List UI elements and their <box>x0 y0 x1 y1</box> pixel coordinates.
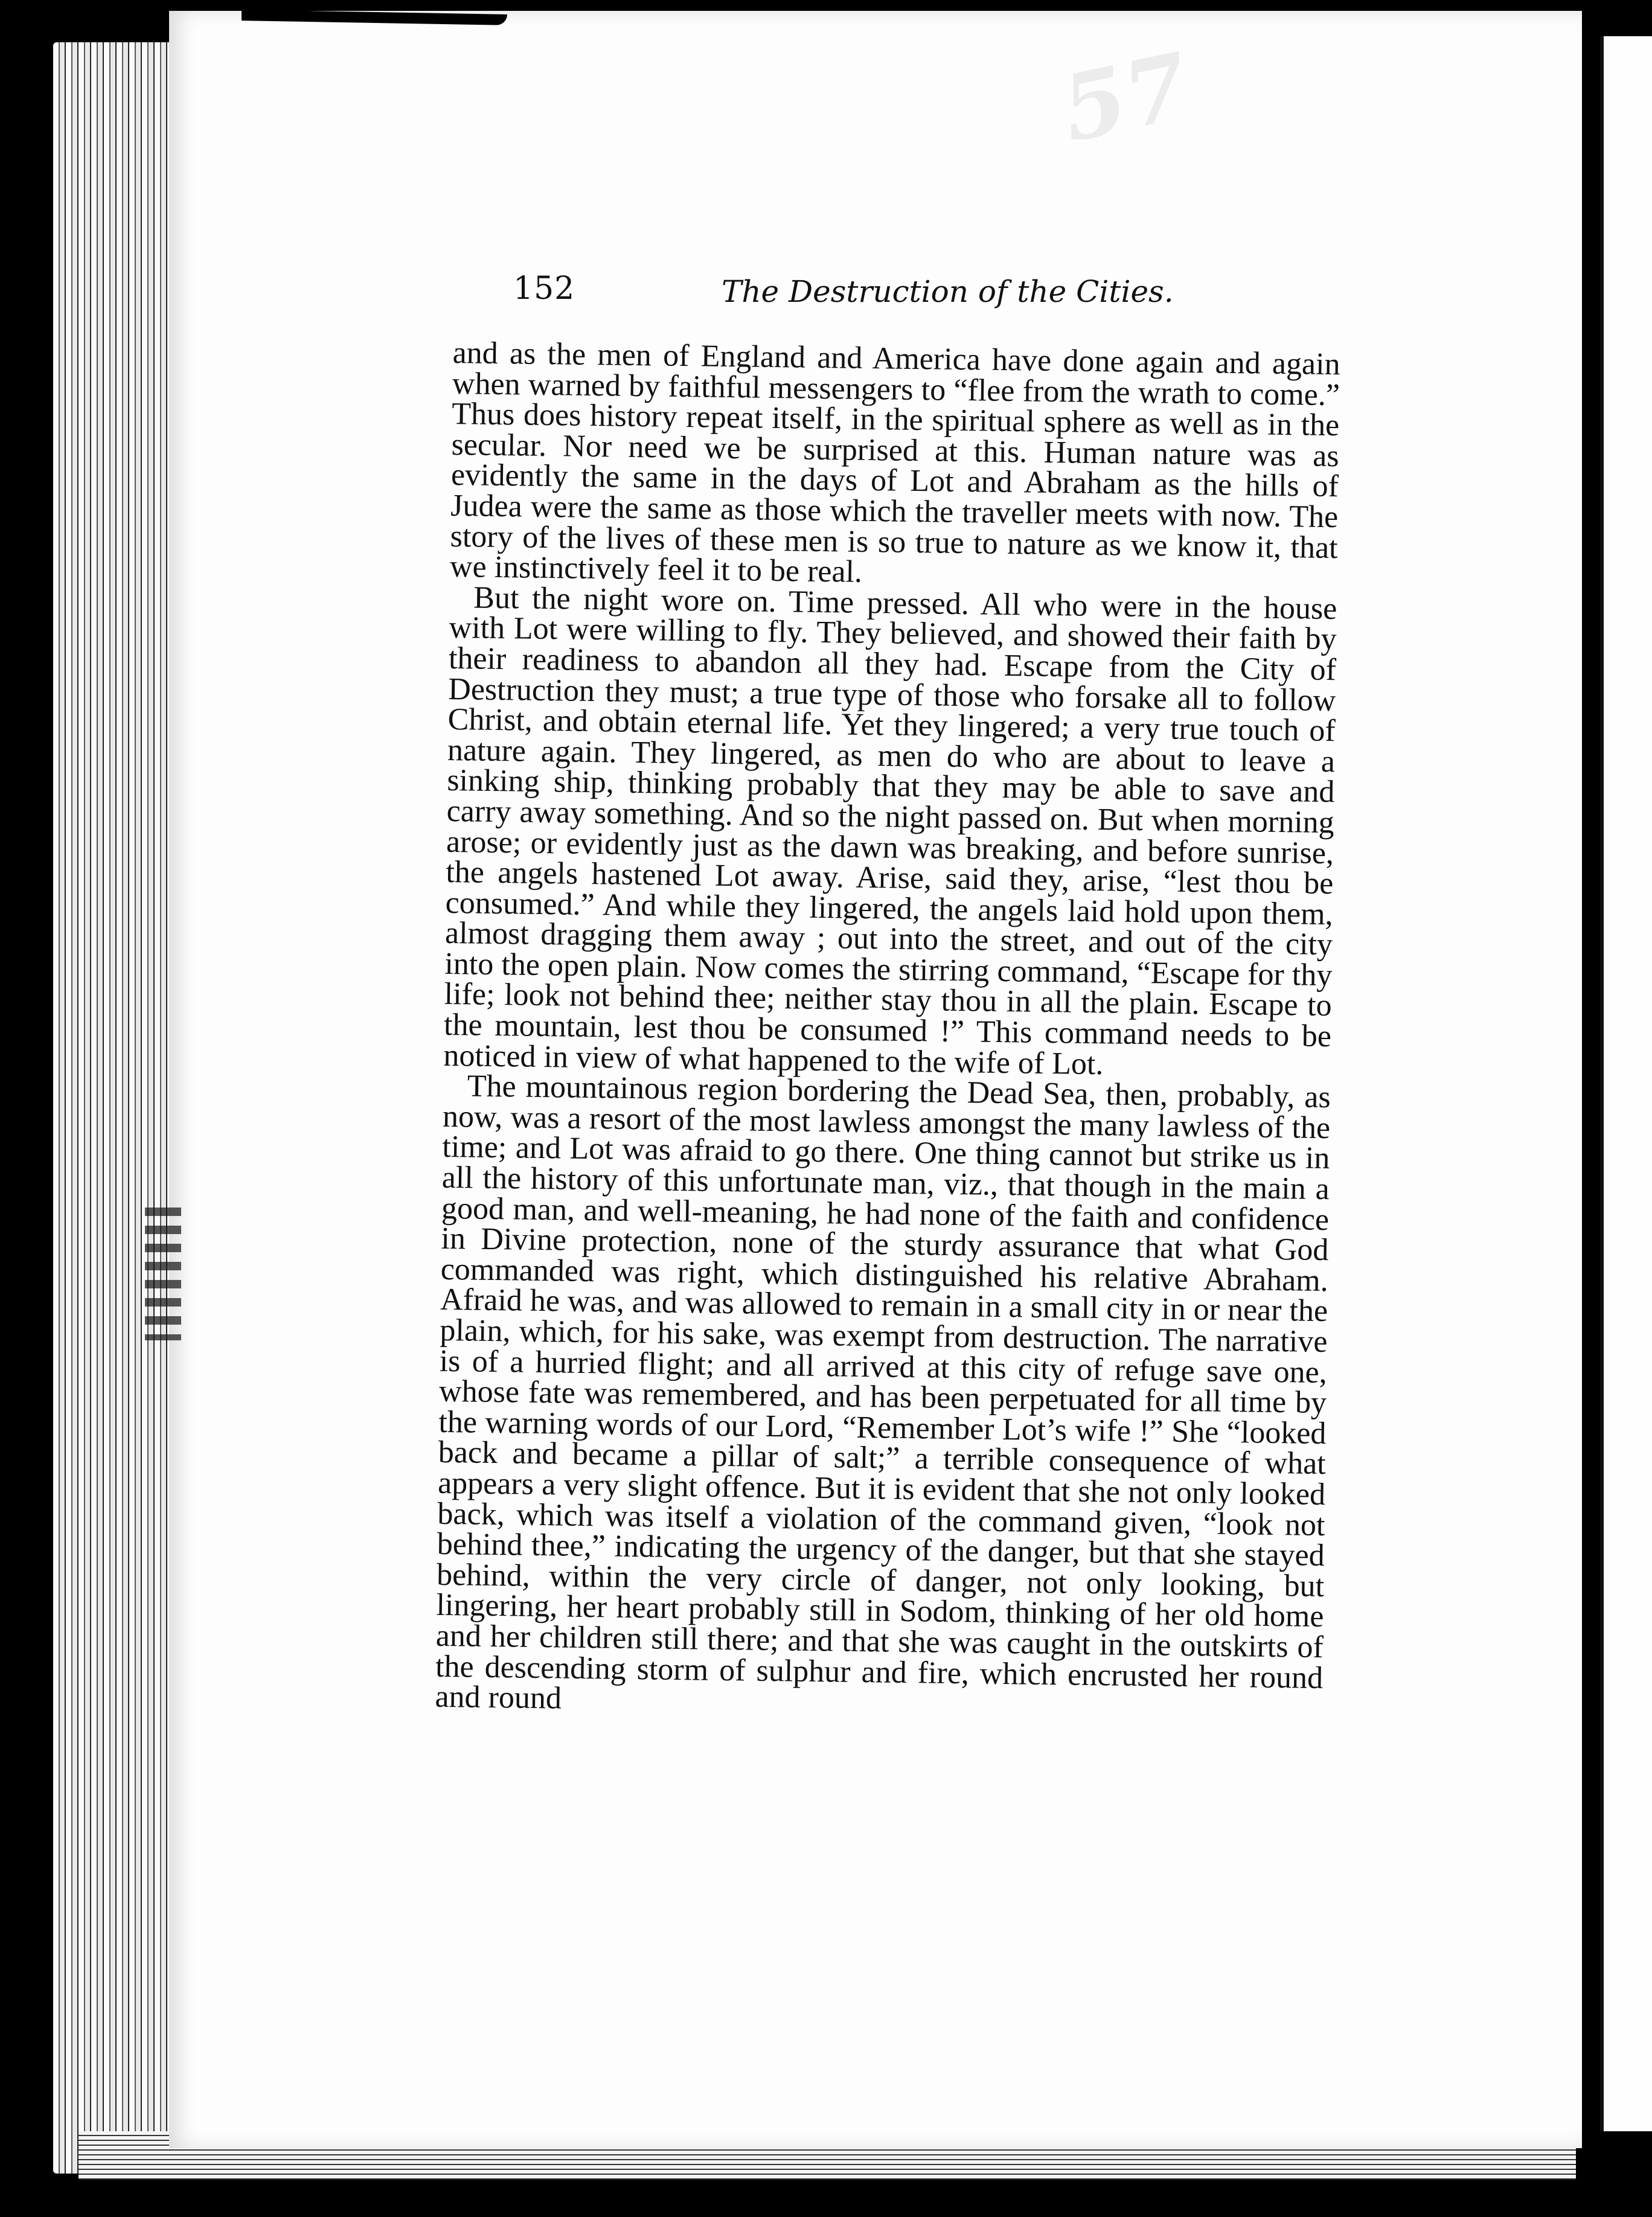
library-stamp: 57 <box>1052 33 1199 163</box>
paragraph: But the night wore on. Time pressed. All who were in the house with Lot were willing to fly. They believed, and showed their faith by their readiness to abandon all they had. Escape from the City of Destruction they must; a true type of those who forsake all to follow Christ, and obtain eternal life. Yet they lingered; a very true touch of nature again. They lingered, as men do who are about to leave a sinking ship, thinking probably that they may be able to save and carry away something. And so the night passed on. But when morning arose; or evidently just as the dawn was breaking, and before sunrise, the angels hastened Lot away. Arise, said they, arise, “lest thou be consumed.” And while they lingered, the angels laid hold upon them, almost dragging them away ; out into the street, and out of the city into the open plain. Now comes the stirring command, “Escape for thy life; look not behind thee; neither stay thou in all the plain. Escape to the mountain, lest thou be consumed !” This command needs to be noticed in view of what happened to the wife of Lot. <box>443 580 1337 1081</box>
paragraph: and as the men of England and America have done again and again when warned by faithful messengers to “flee from the wrath to come.” Thus does history repeat itself, in the spiritual sphere as well as in the secular. Nor need we be surprised at this. Human nature was as evidently the same in the days of Lot and Abraham as the hills of Judea were the same as those which the traveller meets with now. The story of the lives of these men is so true to nature as we know it, that we instinctively feel it to be real. <box>449 336 1340 590</box>
gutter-shadow-marks <box>145 1208 181 1340</box>
running-title: The Destruction of the Cities. <box>722 274 1174 309</box>
running-head <box>513 266 1174 314</box>
page-number: 152 <box>513 270 575 307</box>
facing-page-edge <box>1600 36 1652 2131</box>
paragraph: The mountainous region bordering the Dead Sea, then, probably, as now, was a resort of the most lawless amongst the many lawless of the time; and Lot was afraid to go there. One thing cannot but strike us in all the history of this unfortunate man, viz., that though in the main a good man, and well-meaning, he had none of the faith and confidence in Divine protection, none of the sturdy assurance that what God commanded was right, which distinguished his relative Abraham. Afraid he was, and was allowed to remain in a small city in or near the plain, which, for his sake, was exempt from destruction. The narrative is of a hurried flight; and all arrived at this city of refuge save one, whose fate was remembered, and has been perpetuated for all time by the warning words of our Lord, “Remember Lot’s wife !” She “looked back and became a pillar of salt;” a terrible consequence of what appears a very slight offence. But it is evident that she not only looked back, which was itself a violation of the command given, “look not behind thee,” indicating the urgency of the danger, but that she stayed behind, within the very circle of danger, not only looking, but lingering, her heart probably still in Sodom, thinking of her old home and her children still there; and that she was caught in the outskirts of the descending storm of sulphur and fire, which encrusted her round and round <box>435 1069 1331 1716</box>
body-text <box>435 338 1340 1724</box>
